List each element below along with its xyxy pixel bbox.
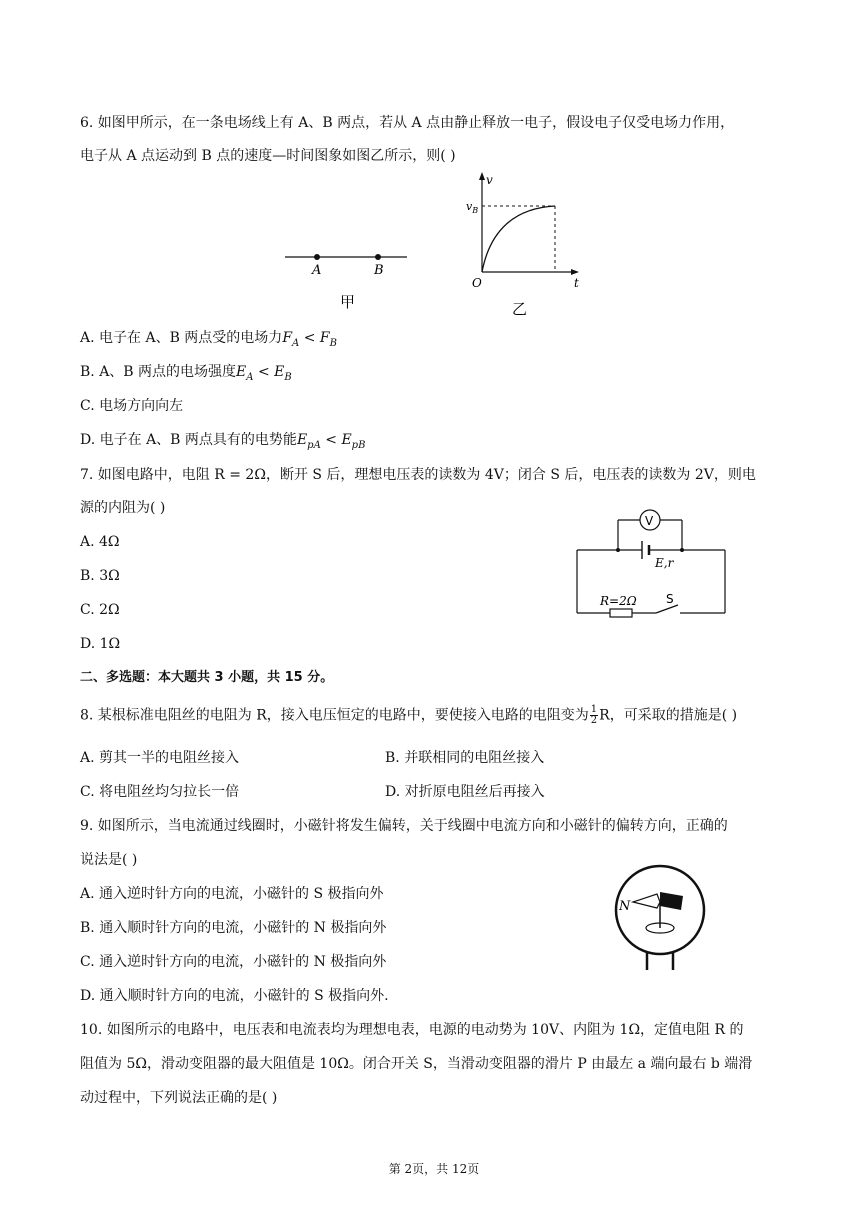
switch-label: S bbox=[666, 592, 674, 606]
q6-stem-line2: 电子从 A 点运动到 B 点的速度—时间图象如图乙所示，则( ) bbox=[80, 148, 456, 164]
q8-option-a[interactable]: A. 剪其一半的电阻丝接入 bbox=[80, 750, 240, 766]
q6-option-b[interactable]: B. A、B 两点的电场强度$E_A < E_B$ bbox=[80, 364, 292, 383]
vb-sub: B bbox=[472, 206, 479, 215]
yi-caption: 乙 bbox=[512, 300, 528, 318]
q9-stem-line2: 说法是( ) bbox=[80, 852, 138, 868]
q6-figure-yi bbox=[460, 170, 600, 320]
q8-option-b[interactable]: B. 并联相同的电阻丝接入 bbox=[385, 750, 545, 766]
page-footer: 第 2页，共 12页 bbox=[388, 1162, 480, 1176]
q9-option-c[interactable]: C. 通入逆时针方向的电流，小磁针的 N 极指向外 bbox=[80, 954, 387, 970]
source-label: E,r bbox=[655, 556, 674, 570]
q7-option-a[interactable]: A. 4Ω bbox=[80, 534, 120, 550]
vb-label: v bbox=[466, 200, 473, 213]
q10-stem-line3: 动过程中，下列说法正确的是( ) bbox=[80, 1090, 278, 1106]
svg-text:vB bbox=[466, 200, 478, 215]
north-pole-label: N bbox=[619, 899, 631, 914]
q7-stem-line2: 源的内阻为( ) bbox=[80, 500, 166, 516]
point-a-label: A bbox=[312, 263, 322, 278]
q7-option-b[interactable]: B. 3Ω bbox=[80, 568, 120, 584]
origin-label: O bbox=[472, 276, 482, 290]
q8-stem: 8. 某根标准电阻丝的电阻为 R，接入电压恒定的电路中，要使接入电路的电阻变为 $\frac{1}{2}$ R，可采取的措施是( ) bbox=[80, 704, 738, 726]
q6-figure-jia bbox=[280, 240, 420, 320]
half-fraction: $\frac{1}{2}$ bbox=[590, 704, 598, 726]
point-b-label: B bbox=[374, 263, 384, 278]
q8-option-c[interactable]: C. 将电阻丝均匀拉长一倍 bbox=[80, 784, 240, 800]
q10-stem-line2: 阻值为 5Ω，滑动变阻器的最大阻值是 10Ω。闭合开关 S，当滑动变阻器的滑片 P 由最左 a 端向最右 b 端滑 bbox=[80, 1056, 753, 1072]
q7-option-c[interactable]: C. 2Ω bbox=[80, 602, 120, 618]
q7-stem-line1: 7. 如图电路中，电阻 R = 2Ω，断开 S 后，理想电压表的读数为 4V；闭合 S 后，电压表的读数为 2V，则电 bbox=[80, 467, 756, 483]
voltmeter-label: V bbox=[645, 514, 654, 528]
section-heading: 二、多选题：本大题共 3 小题，共 15 分。 bbox=[80, 670, 334, 685]
jia-caption: 甲 bbox=[340, 293, 356, 311]
q8-option-d[interactable]: D. 对折原电阻丝后再接入 bbox=[385, 784, 545, 800]
q10-stem-line1: 10. 如图所示的电路中，电压表和电流表均为理想电表，电源的电动势为 10V、内阻为 1Ω，定值电阻 R 的 bbox=[80, 1022, 744, 1038]
q9-option-d[interactable]: D. 通入顺时针方向的电流，小磁针的 S 极指向外. bbox=[80, 988, 389, 1004]
q9-stem-line1: 9. 如图所示，当电流通过线圈时，小磁针将发生偏转，关于线圈中电流方向和小磁针的偏转方向，正确的 bbox=[80, 818, 728, 834]
resistor-label: R=2Ω bbox=[600, 594, 637, 608]
q6-option-c[interactable]: C. 电场方向向左 bbox=[80, 398, 184, 414]
q9-coil-compass-figure bbox=[605, 862, 715, 972]
q7-option-d[interactable]: D. 1Ω bbox=[80, 636, 121, 652]
q6-option-a[interactable]: A. 电子在 A、B 两点受的电场力$F_A < F_B$ bbox=[80, 330, 337, 349]
q6-option-d[interactable]: D. 电子在 A、B 两点具有的电势能$E_{pA} < E_{pB}$ bbox=[80, 432, 366, 451]
v-axis-label: v bbox=[486, 173, 493, 187]
q7-circuit-diagram bbox=[570, 505, 735, 620]
q6-stem-line1: 6. 如图甲所示，在一条电场线上有 A、B 两点，若从 A 点由静止释放一电子，假设电子仅受电场力作用， bbox=[80, 115, 735, 131]
q9-option-b[interactable]: B. 通入顺时针方向的电流，小磁针的 N 极指向外 bbox=[80, 920, 387, 936]
t-axis-label: t bbox=[574, 276, 579, 290]
q9-option-a[interactable]: A. 通入逆时针方向的电流，小磁针的 S 极指向外 bbox=[80, 886, 384, 902]
